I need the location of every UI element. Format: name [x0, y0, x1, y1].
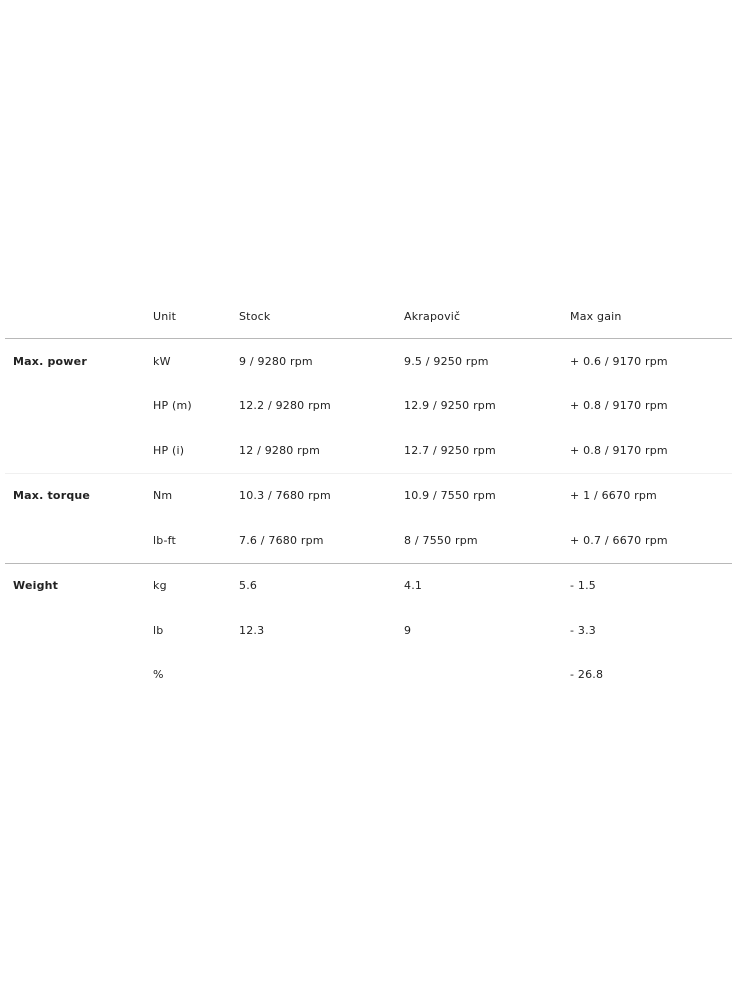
- max-gain-cell: + 0.7 / 6670 rpm: [570, 533, 668, 547]
- stock-cell: 5.6: [239, 579, 258, 593]
- max-gain-cell: + 0.6 / 9170 rpm: [570, 354, 668, 368]
- table-row: [5, 474, 732, 519]
- header-akrapovic: Akrapovič: [404, 309, 461, 323]
- akrapovic-cell: 8 / 7550 rpm: [404, 533, 478, 547]
- group-label-weight: Weight: [13, 579, 59, 593]
- max-gain-cell: - 1.5: [570, 579, 596, 593]
- table-header-row: [5, 294, 732, 338]
- unit-cell: lb: [153, 623, 164, 637]
- akrapovic-cell: 4.1: [404, 579, 423, 593]
- stock-cell: 12 / 9280 rpm: [239, 443, 321, 457]
- unit-cell: HP (i): [153, 443, 185, 457]
- unit-cell: HP (m): [153, 399, 192, 413]
- stock-cell: 9 / 9280 rpm: [239, 354, 313, 368]
- akrapovic-cell: 12.9 / 9250 rpm: [404, 399, 496, 413]
- max-gain-cell: + 1 / 6670 rpm: [570, 489, 657, 503]
- spec-comparison-table: [5, 294, 732, 697]
- stock-cell: 10.3 / 7680 rpm: [239, 489, 331, 503]
- header-unit: Unit: [153, 309, 177, 323]
- header-stock: Stock: [239, 309, 271, 323]
- table-row: [5, 564, 732, 609]
- table-row: [5, 384, 732, 429]
- group-label-max-torque: Max. torque: [13, 489, 91, 503]
- max-gain-cell: - 3.3: [570, 623, 596, 637]
- table-row: [5, 608, 732, 653]
- unit-cell: %: [153, 668, 164, 682]
- table-row: [5, 428, 732, 473]
- max-gain-cell: + 0.8 / 9170 rpm: [570, 443, 668, 457]
- stock-cell: 7.6 / 7680 rpm: [239, 533, 324, 547]
- unit-cell: kW: [153, 354, 171, 368]
- akrapovic-cell: 9.5 / 9250 rpm: [404, 354, 489, 368]
- group-label-max-power: Max. power: [13, 354, 87, 368]
- table-row: [5, 653, 732, 698]
- table-row: [5, 339, 732, 384]
- unit-cell: kg: [153, 579, 167, 593]
- akrapovic-cell: 10.9 / 7550 rpm: [404, 489, 496, 503]
- header-max-gain: Max gain: [570, 309, 622, 323]
- unit-cell: lb-ft: [153, 533, 176, 547]
- max-gain-cell: - 26.8: [570, 668, 604, 682]
- akrapovic-cell: 9: [404, 623, 412, 637]
- table-row: [5, 518, 732, 563]
- max-gain-cell: + 0.8 / 9170 rpm: [570, 399, 668, 413]
- akrapovic-cell: 12.7 / 9250 rpm: [404, 443, 496, 457]
- stock-cell: 12.3: [239, 623, 265, 637]
- stock-cell: 12.2 / 9280 rpm: [239, 399, 331, 413]
- unit-cell: Nm: [153, 489, 173, 503]
